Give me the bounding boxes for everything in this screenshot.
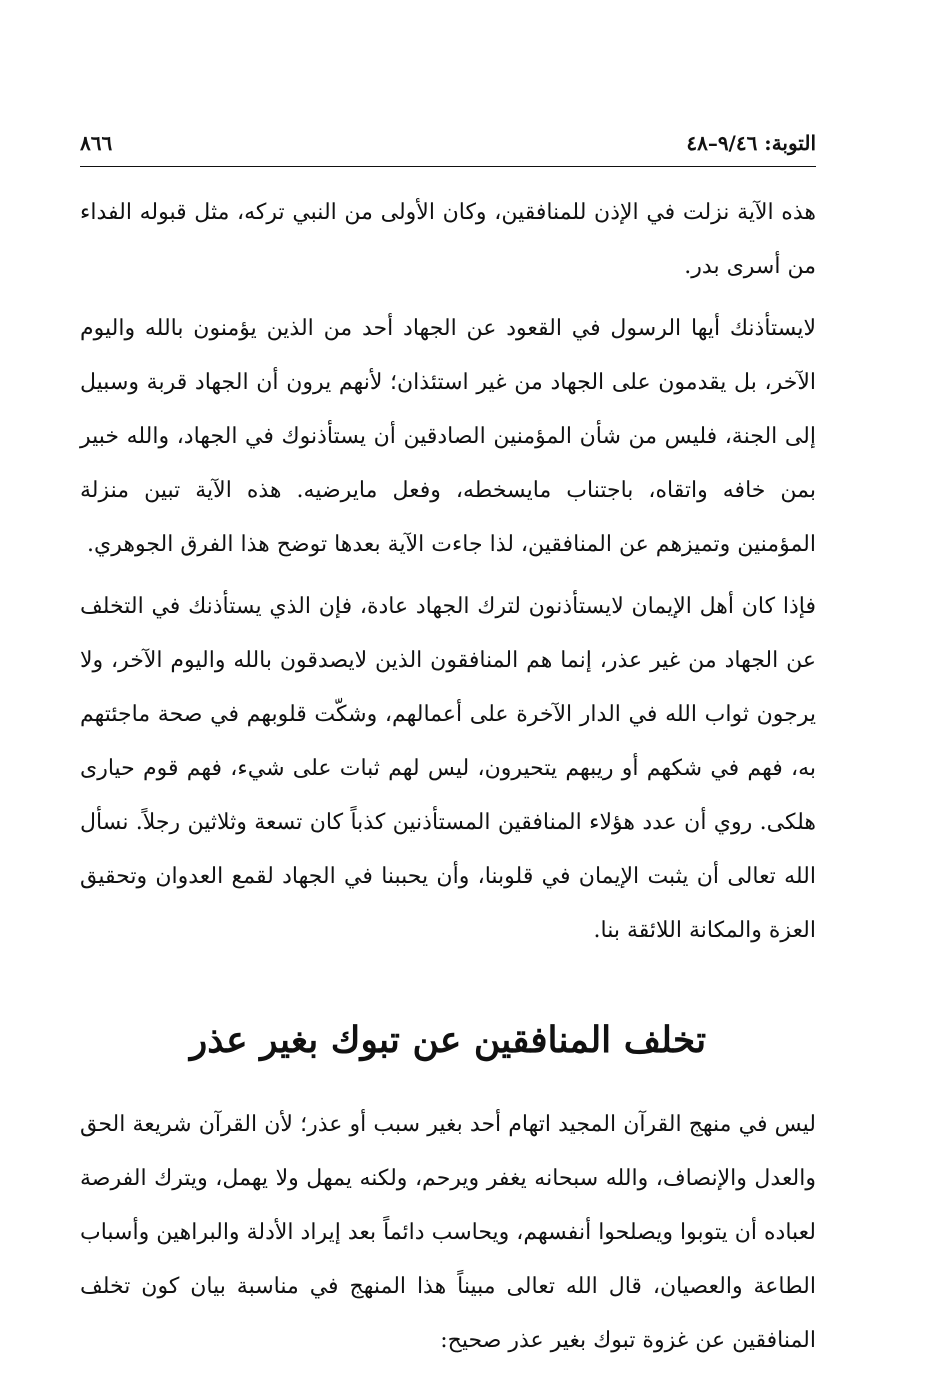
header-divider — [80, 166, 816, 167]
paragraph-2: لايستأذنك أيها الرسول في القعود عن الجهاد أحد من الذين يؤمنون بالله واليوم الآخر، بل يقدمون على الجهاد من غير استئذان؛ لأنهم يرون أن الجهاد قربة وسبيل إلى الجنة، فليس من شأن المؤمنين الصادقين أن يستأذنوك في الجهاد، والله خبير بمن خافه واتقاه، باجتناب مايسخطه، وفعل مايرضيه. هذه الآية تبين منزلة المؤمنين وتميزهم عن المنافقين، لذا جاءت الآية بعدها توضح هذا الفرق الجوهري. — [80, 316, 816, 557]
paragraph-1: هذه الآية نزلت في الإذن للمنافقين، وكان الأولى من النبي تركه، مثل قبوله الفداء من أسرى بدر. — [80, 200, 816, 279]
page-body — [80, 186, 816, 1376]
surah-reference: التوبة: ٩/٤٦–٤٨ — [686, 131, 816, 155]
paragraph-3: فإذا كان أهل الإيمان لايستأذنون لترك الجهاد عادة، فإن الذي يستأذنك في التخلف عن الجهاد من غير عذر، إنما هم المنافقون الذين لايصدقون بالله واليوم الآخر، ولا يرجون ثواب الله في الدار الآخرة على أعمالهم، وشكّت قلوبهم في صحة ماجئتهم به، فهم في شكهم أو ريبهم يتحيرون، ليس لهم ثبات على شيء، فهم قوم حيارى هلكى. روي أن عدد هؤلاء المنافقين المستأذنين كذباً كان تسعة وثلاثين رجلاً. نسأل الله تعالى أن يثبت الإيمان في قلوبنا، وأن يحببنا في الجهاد لقمع العدوان وتحقيق العزة والمكانة اللائقة بنا. — [80, 594, 816, 943]
page-number: ٨٦٦ — [80, 131, 113, 155]
page-header — [80, 126, 816, 160]
section-paragraph: ليس في منهج القرآن المجيد اتهام أحد بغير سبب أو عذر؛ لأن القرآن شريعة الحق والعدل والإنصاف، والله سبحانه يغفر ويرحم، ولكنه يمهل ولا يهمل، ويترك الفرصة لعباده أن يتوبوا ويصلحوا أنفسهم، ويحاسب دائماً بعد إيراد الأدلة والبراهين وأسباب الطاعة والعصيان، قال الله تعالى مبيناً هذا المنهج في مناسبة بيان كون تخلف المنافقين عن غزوة تبوك بغير عذر صحيح: — [80, 1112, 816, 1353]
section-title: تخلف المنافقين عن تبوك بغير عذر — [189, 1019, 707, 1061]
